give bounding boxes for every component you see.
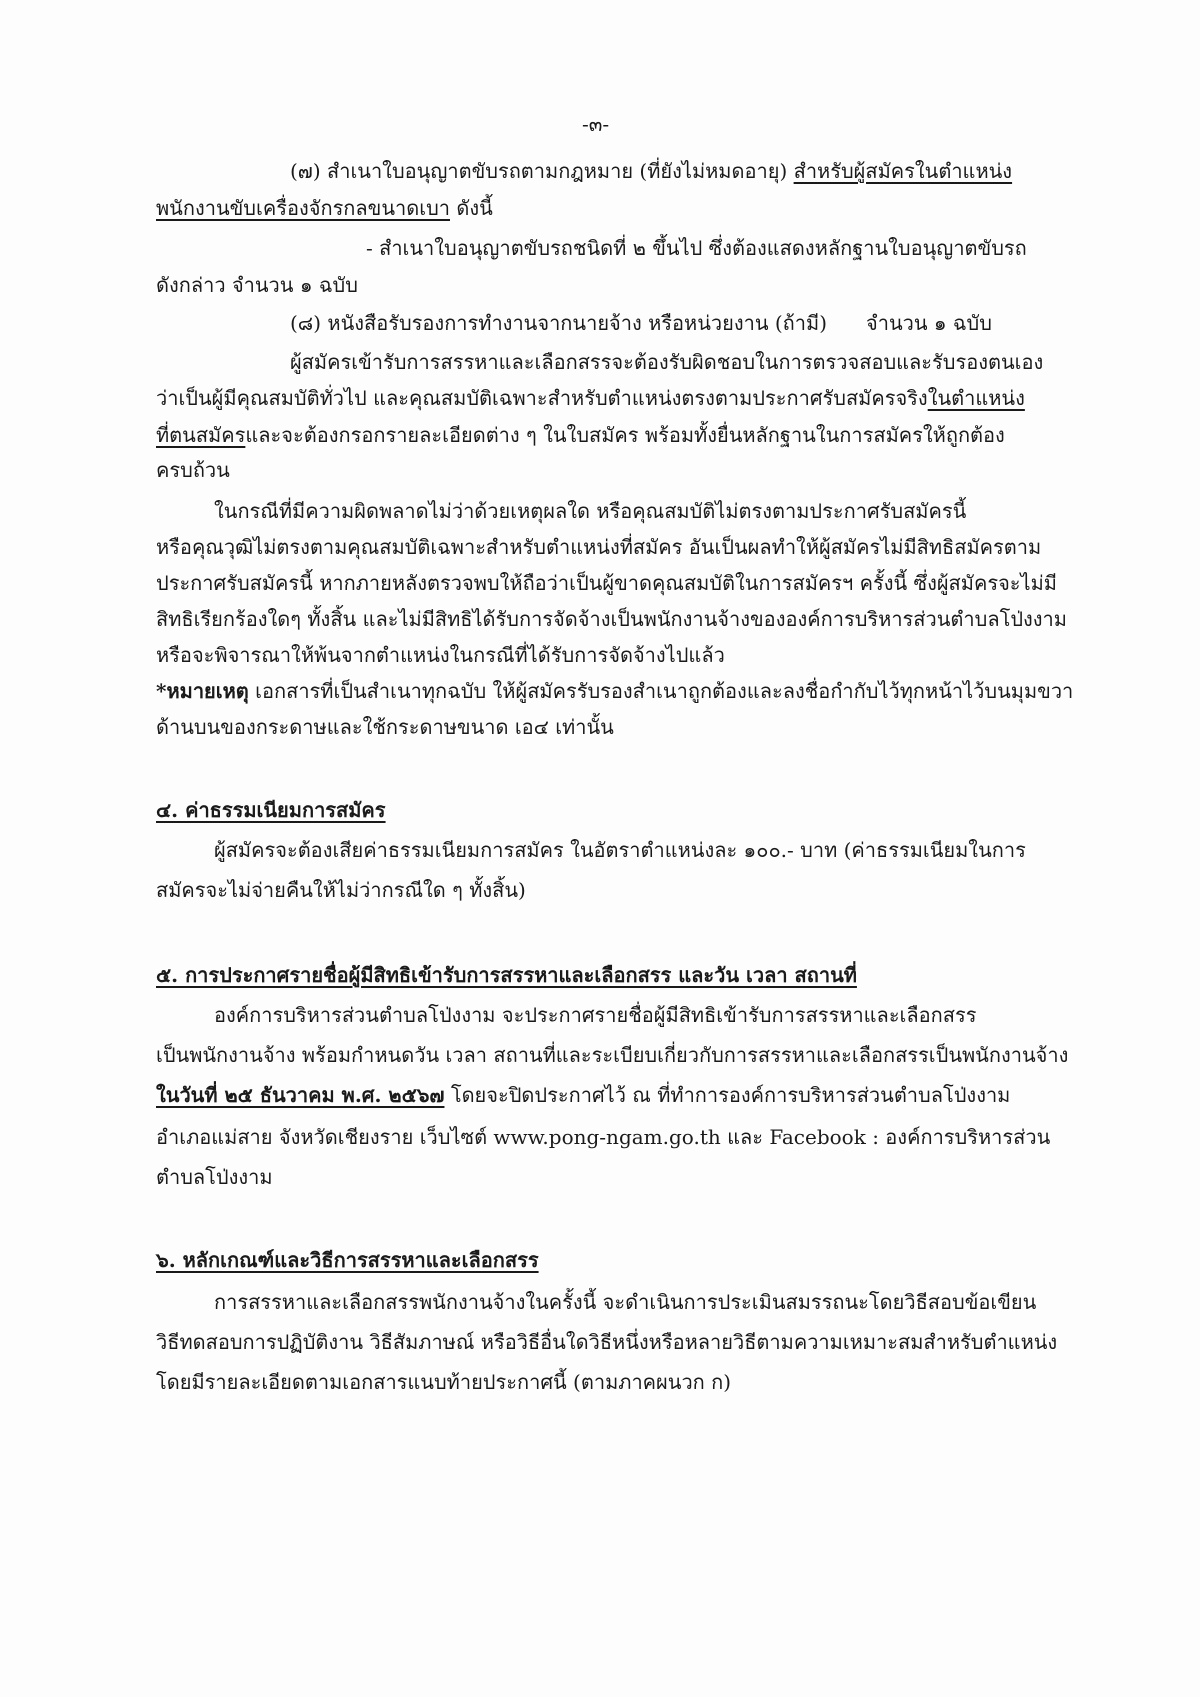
section6-line3: โดยมีรายละเอียดตามเอกสารแนบท้ายประกาศนี้ (ตามภาคผนวก ก) — [156, 1370, 732, 1394]
section6-line1: การสรรหาและเลือกสรรพนักงานจ้างในครั้งนี้ จะดำเนินการประเมินสมรรถนะโดยวิธีสอบข้อเขียน — [214, 1290, 1037, 1314]
item8-qty: จำนวน ๑ ฉบับ — [866, 311, 992, 335]
section4-heading: ๔. ค่าธรรมเนียมการสมัคร — [156, 798, 386, 822]
error-clause-line4: สิทธิเรียกร้องใดๆ ทั้งสิ้น และไม่มีสิทธิได้รับการจัดจ้างเป็นพนักงานจ้างขององค์การบริหารส่วนตำบลโป่งงาม — [156, 607, 1067, 631]
section4-line2: สมัครจะไม่จ่ายคืนให้ไม่ว่ากรณีใด ๆ ทั้งสิ้น) — [156, 878, 526, 902]
responsibility-line2-text: ว่าเป็นผู้มีคุณสมบัติทั่วไป และคุณสมบัติเฉพาะสำหรับตำแหน่งตรงตามประกาศรับสมัครจริง — [156, 386, 928, 410]
section5-line5: ตำบลโป่งงาม — [156, 1165, 273, 1189]
section5-line3 — [156, 1080, 1010, 1110]
item7-sub-line2: ดังกล่าว จำนวน ๑ ฉบับ — [156, 273, 358, 297]
item7-line1 — [290, 156, 1012, 186]
error-clause-line3: ประกาศรับสมัครนี้ หากภายหลังตรวจพบให้ถือว่าเป็นผู้ขาดคุณสมบัติในการสมัครฯ ครั้งนี้ ซึ่งผู้สมัครจะไม่มี — [156, 571, 1057, 595]
item7-line2 — [156, 193, 493, 223]
section5-line4: อำเภอแม่สาย จังหวัดเชียงราย เว็บไซต์ www.pong-ngam.go.th และ Facebook : องค์การบริหารส่วน — [156, 1125, 1051, 1149]
note-line2: ด้านบนของกระดาษและใช้กระดาษขนาด เอ๔ เท่านั้น — [156, 715, 614, 739]
section6-heading: ๖. หลักเกณฑ์และวิธีการสรรหาและเลือกสรร — [156, 1248, 539, 1272]
error-clause-line1: ในกรณีที่มีความผิดพลาดไม่ว่าด้วยเหตุผลใด หรือคุณสมบัติไม่ตรงตามประกาศรับสมัครนี้ — [214, 499, 967, 523]
page-number: -๓- — [582, 112, 610, 136]
section5-line2: เป็นพนักงานจ้าง พร้อมกำหนดวัน เวลา สถานที่และระเบียบเกี่ยวกับการสรรหาและเลือกสรรเป็นพนักงานจ้าง — [156, 1043, 1069, 1067]
note-label: *หมายเหตุ — [156, 679, 249, 703]
section5-line1: องค์การบริหารส่วนตำบลโป่งงาม จะประกาศรายชื่อผู้มีสิทธิเข้ารับการสรรหาและเลือกสรร — [214, 1003, 977, 1027]
section6-line2: วิธีทดสอบการปฏิบัติงาน วิธีสัมภาษณ์ หรือวิธีอื่นใดวิธีหนึ่งหรือหลายวิธีตามความเหมาะสมสำหรับตำแหน่ง — [156, 1330, 1058, 1354]
item7-underlined-2: พนักงานขับเครื่องจักรกลขนาดเบา — [156, 196, 450, 220]
item7-text: (๗) สำเนาใบอนุญาตขับรถตามกฎหมาย (ที่ยังไม่หมดอายุ) — [290, 159, 788, 183]
item7-tail: ดังนี้ — [456, 196, 493, 220]
responsibility-line1: ผู้สมัครเข้ารับการสรรหาและเลือกสรรจะต้องรับผิดชอบในการตรวจสอบและรับรองตนเอง — [290, 350, 1044, 374]
item7-underlined-1: สำหรับผู้สมัครในตำแหน่ง — [793, 159, 1013, 183]
error-clause-line5: หรือจะพิจารณาให้พ้นจากตำแหน่งในกรณีที่ได้รับการจัดจ้างไปแล้ว — [156, 643, 725, 667]
responsibility-line2-underlined: ในตำแหน่ง — [927, 386, 1025, 410]
section4-line1: ผู้สมัครจะต้องเสียค่าธรรมเนียมการสมัคร ในอัตราตำแหน่งละ ๑๐๐.- บาท (ค่าธรรมเนียมในการ — [214, 838, 1026, 862]
section5-date: ในวันที่ ๒๕ ธันวาคม พ.ศ. ๒๕๖๗ — [156, 1083, 445, 1107]
section5-line3-rest: โดยจะปิดประกาศไว้ ณ ที่ทำการองค์การบริหารส่วนตำบลโป่งงาม — [450, 1083, 1011, 1107]
responsibility-line2 — [156, 383, 1025, 413]
responsibility-line3 — [156, 420, 1005, 450]
item7-sub-line1: - สำเนาใบอนุญาตขับรถชนิดที่ ๒ ขึ้นไป ซึ่งต้องแสดงหลักฐานใบอนุญาตขับรถ — [366, 236, 1027, 260]
note-line1 — [156, 676, 1073, 706]
item8-text: (๘) หนังสือรับรองการทำงานจากนายจ้าง หรือหน่วยงาน (ถ้ามี) — [290, 311, 828, 335]
responsibility-line4: ครบถ้วน — [156, 458, 230, 482]
responsibility-line3-text: และจะต้องกรอกรายละเอียดต่าง ๆ ในใบสมัคร พร้อมทั้งยื่นหลักฐานในการสมัครให้ถูกต้อง — [245, 423, 1005, 447]
note-text: เอกสารที่เป็นสำเนาทุกฉบับ ให้ผู้สมัครรับรองสำเนาถูกต้องและลงชื่อกำกับไว้ทุกหน้าไว้บนมุมขวา — [255, 679, 1074, 703]
responsibility-line3-underlined: ที่ตนสมัคร — [156, 423, 246, 447]
error-clause-line2: หรือคุณวุฒิไม่ตรงตามคุณสมบัติเฉพาะสำหรับตำแหน่งที่สมัคร อันเป็นผลทำให้ผู้สมัครไม่มีสิทธิสมัครตาม — [156, 535, 1042, 559]
section5-heading: ๕. การประกาศรายชื่อผู้มีสิทธิเข้ารับการสรรหาและเลือกสรร และวัน เวลา สถานที่ — [156, 963, 857, 987]
